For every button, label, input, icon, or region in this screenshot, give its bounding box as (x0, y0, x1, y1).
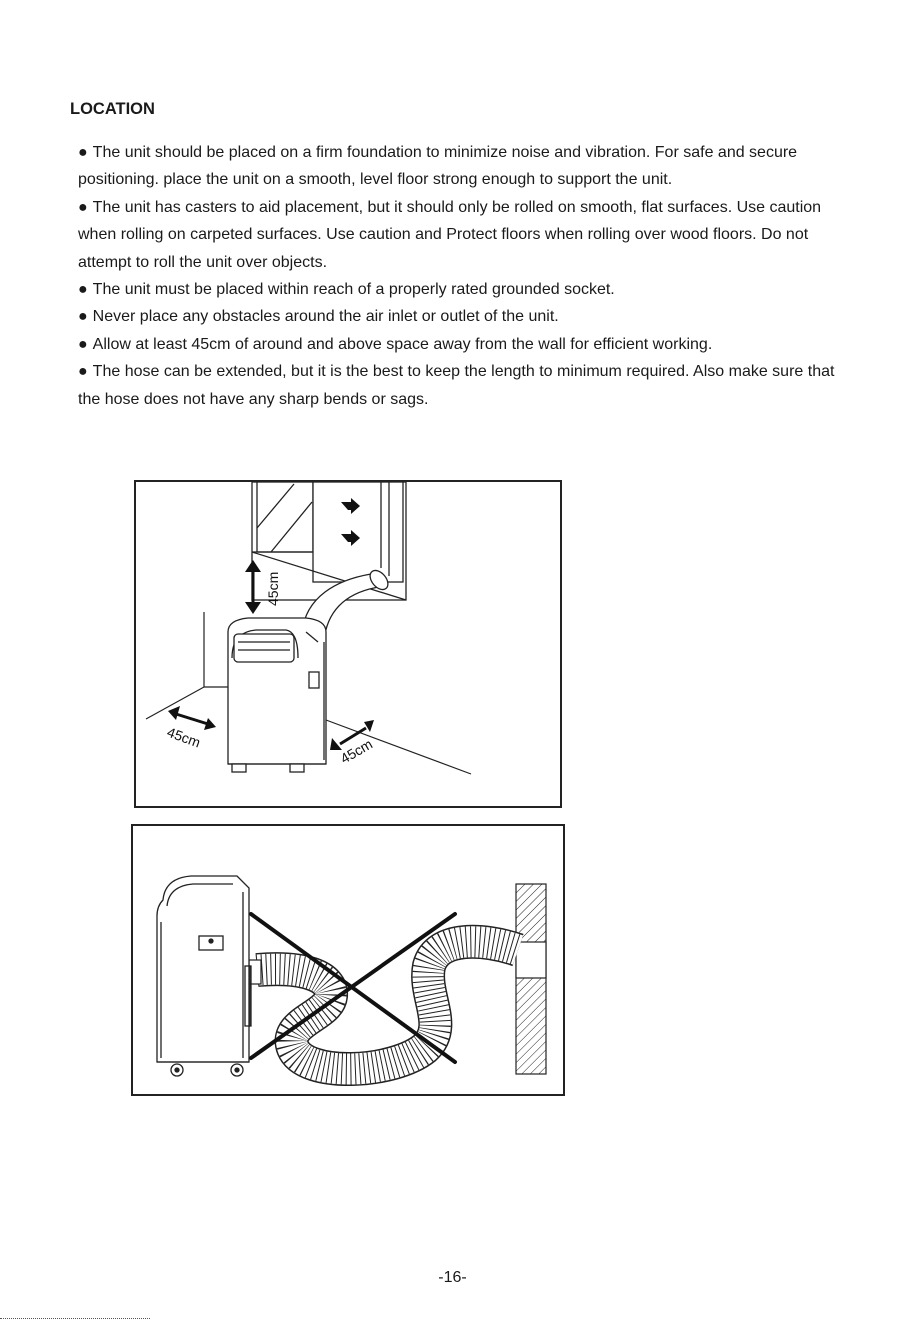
wall-hatch-icon (516, 884, 546, 1074)
instruction-paragraph-1 (78, 139, 848, 194)
instruction-text: Allow at least 45cm of around and above space away from the wall for efficient working. (92, 335, 713, 353)
incorrect-hose-figure (131, 824, 565, 1096)
instruction-paragraph-5 (78, 331, 848, 358)
instruction-text: The hose can be extended, but it is the best to keep the length to minimum required. Also make sure that the hose does not have any sharp bends or sags. (78, 363, 835, 408)
instruction-text: The unit should be placed on a firm foundation to minimize noise and vibration. For safe and secure positioning. place the unit on a smooth, level floor strong enough to support the unit. (78, 144, 798, 189)
bullet-icon: ● (78, 308, 88, 326)
page-number: -16- (438, 1269, 467, 1286)
coiled-hose-icon (249, 942, 518, 1069)
instruction-text: The unit must be placed within reach of a properly rated grounded socket. (92, 281, 615, 299)
location-instructions (78, 139, 848, 413)
instruction-paragraph-6 (78, 358, 848, 413)
instruction-paragraph-3 (78, 276, 848, 303)
clearance-label-left: 45cm (164, 723, 203, 751)
clearance-figure (134, 480, 562, 808)
clearance-label-right: 45cm (337, 735, 376, 767)
bullet-icon: ● (78, 281, 88, 299)
instruction-text: Never place any obstacles around the air inlet or outlet of the unit. (92, 308, 559, 326)
instruction-text: The unit has casters to aid placement, but it should only be rolled on smooth, flat surfaces. Use caution when rolling on carpeted surfaces. Use caution and Protect floors when rolling over wood floors. Do not attempt to roll the unit over objects. (78, 198, 822, 271)
bullet-icon: ● (78, 363, 88, 381)
bullet-icon: ● (78, 144, 88, 161)
bullet-icon: ● (78, 335, 88, 353)
bullet-icon: ● (78, 198, 88, 216)
section-title: LOCATION (70, 100, 155, 118)
instruction-paragraph-4 (78, 303, 848, 330)
air-conditioner-icon (228, 618, 326, 772)
instruction-paragraph-2 (78, 194, 848, 276)
clearance-label-top: 45cm (265, 571, 281, 606)
air-conditioner-side-icon (157, 876, 251, 1076)
